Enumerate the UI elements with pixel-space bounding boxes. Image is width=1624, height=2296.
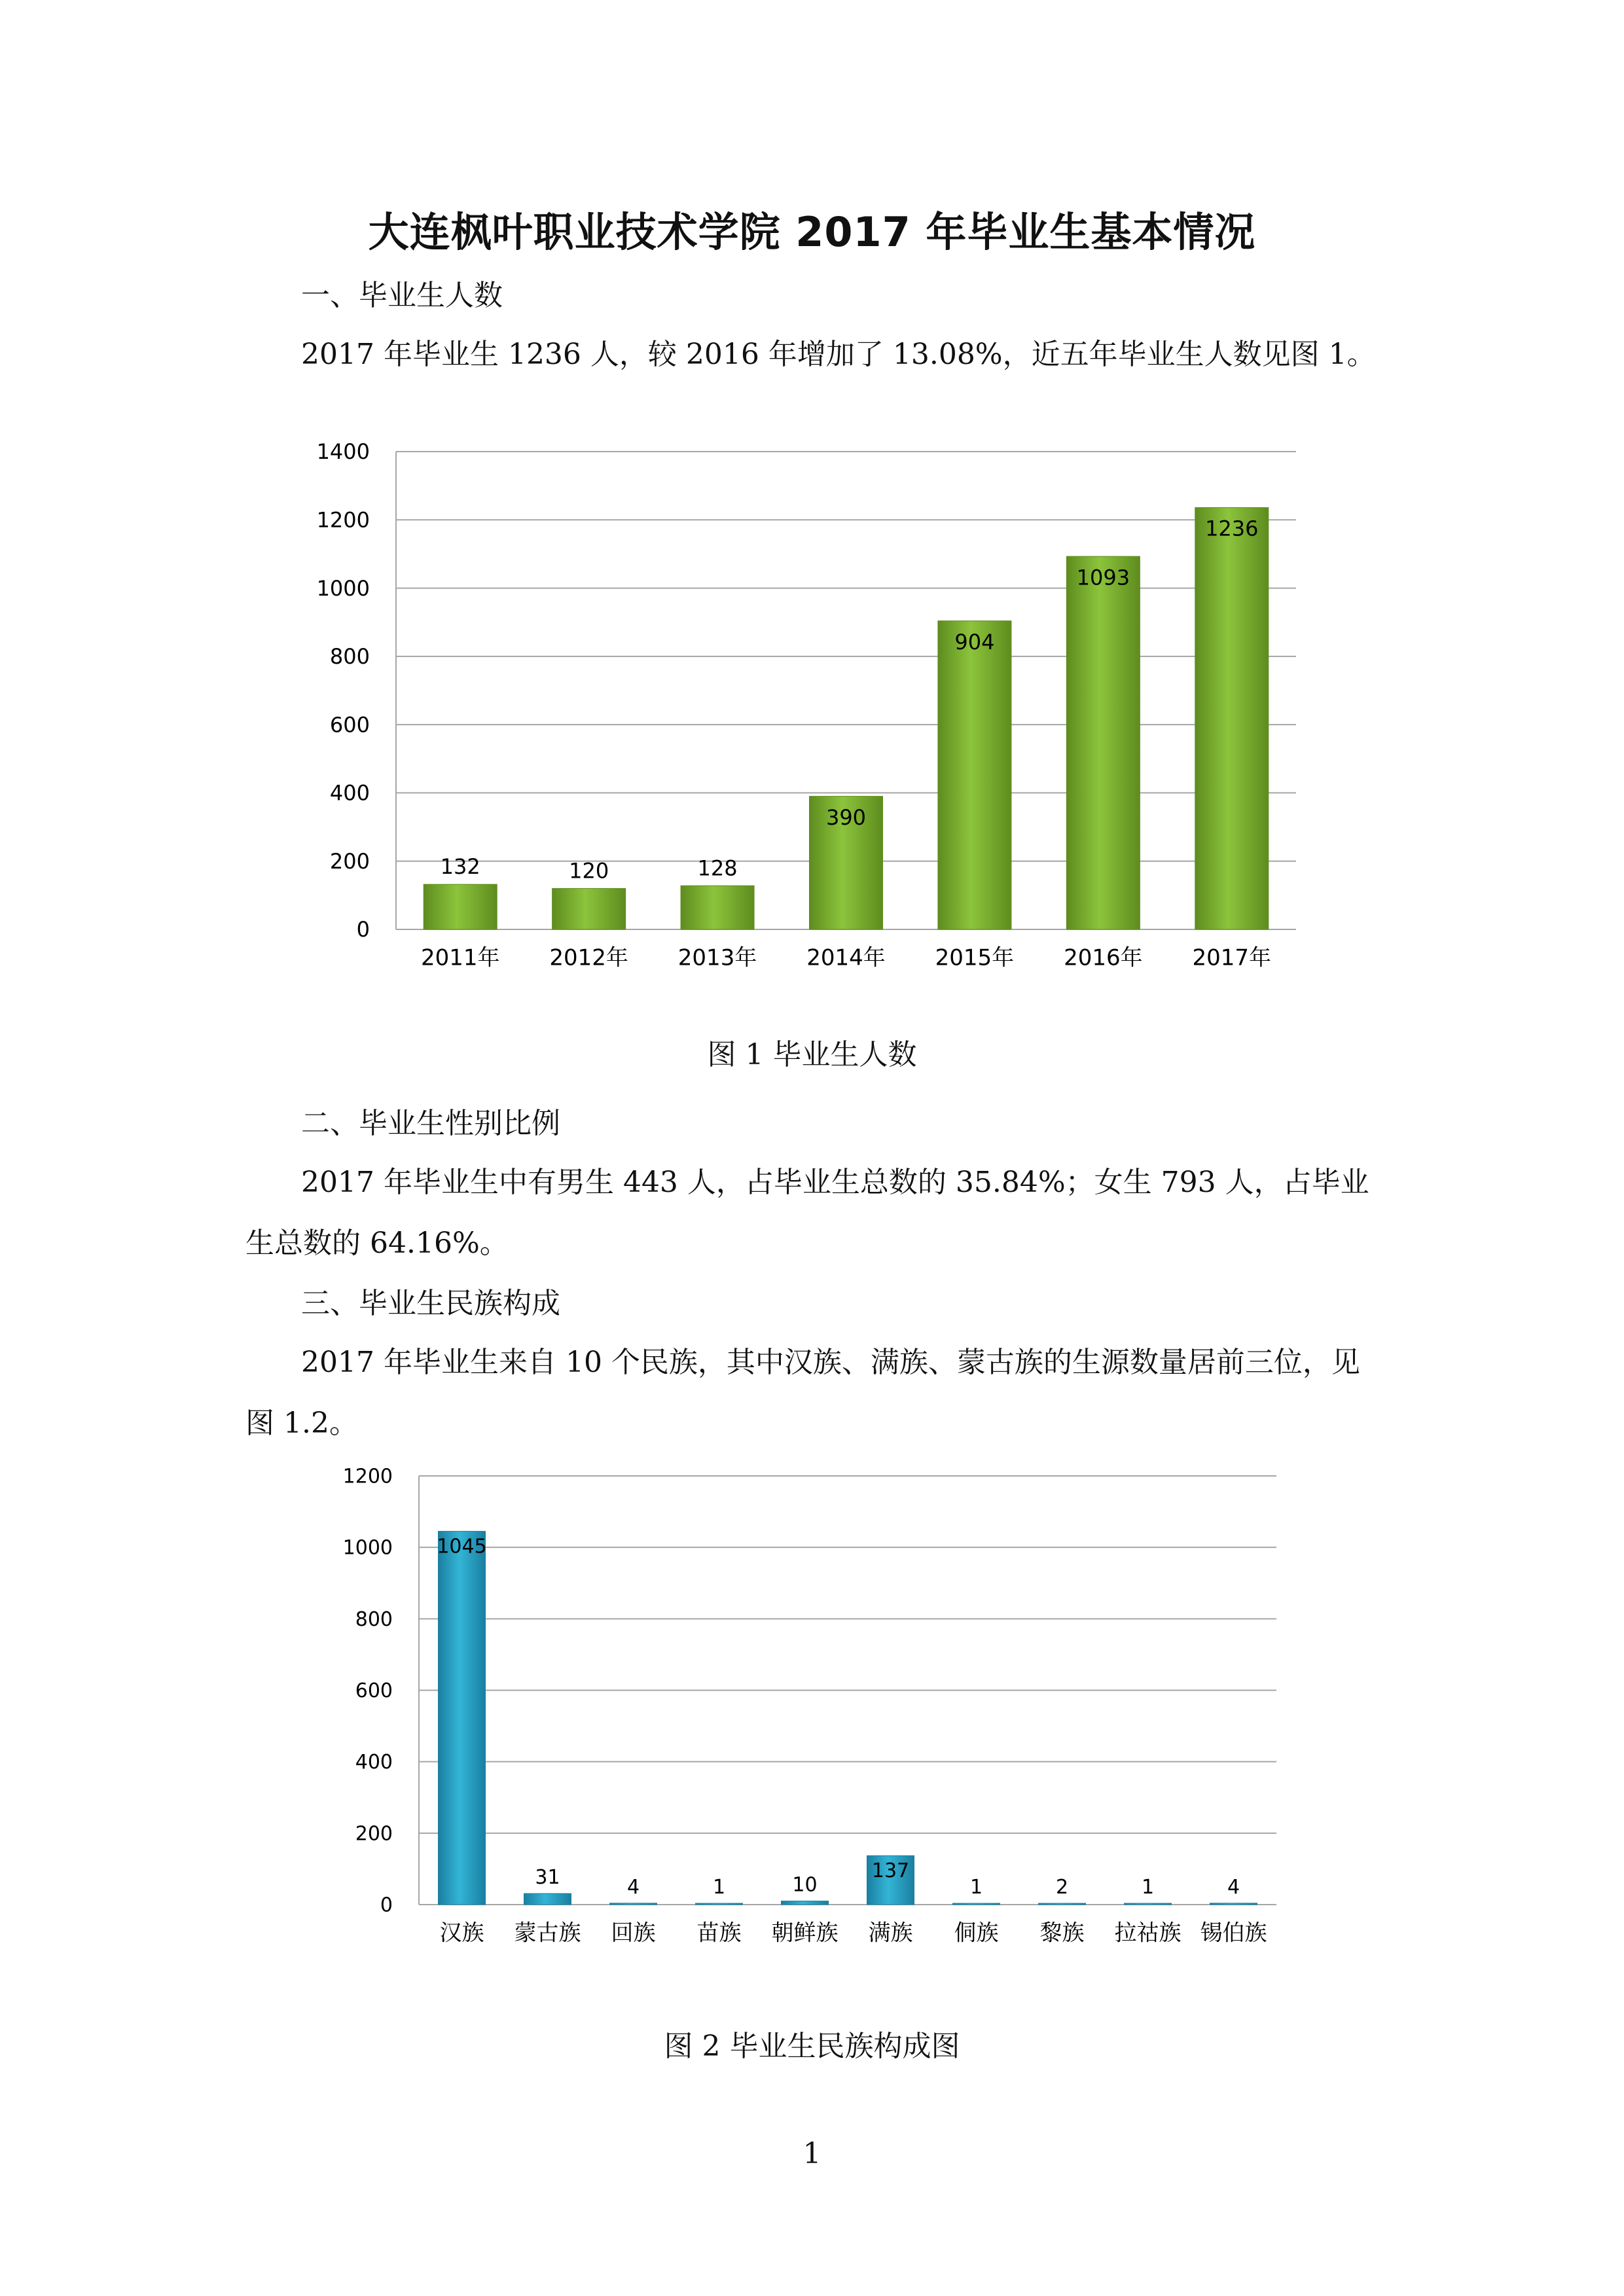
bar: [1210, 1903, 1257, 1905]
bar: [782, 1901, 829, 1905]
figure-caption-2: 图 2 毕业生民族构成图: [664, 2030, 960, 2063]
bar: [424, 884, 497, 929]
graduates-count-chart: [275, 432, 1348, 1008]
y-tick-label: 400: [329, 780, 370, 806]
section-paragraph-3: 2017 年毕业生来自 10 个民族，其中汉族、满族、蒙古族的生源数量居前三位，见图 1.2。: [245, 1346, 1360, 1440]
y-tick-label: 200: [329, 848, 370, 874]
data-label: 1236: [1205, 516, 1259, 541]
category-label: 黎族: [1039, 1920, 1085, 1946]
category-label: 2014年: [806, 944, 886, 971]
data-label: 31: [535, 1866, 560, 1890]
bar: [524, 1893, 571, 1905]
bar: [1195, 508, 1269, 929]
category-label: 2013年: [677, 944, 757, 971]
data-label: 1: [969, 1876, 983, 1899]
data-label: 4: [626, 1875, 640, 1899]
figure-caption-1: 图 1 毕业生人数: [707, 1038, 917, 1071]
y-tick-label: 600: [329, 712, 370, 738]
y-tick-label: 1400: [316, 439, 370, 465]
y-tick-label: 800: [355, 1607, 393, 1631]
section-paragraph-2: 2017 年毕业生中有男生 443 人，占毕业生总数的 35.84%；女生 793 人，占毕业生总数的 64.16%。: [245, 1166, 1369, 1260]
bar: [696, 1903, 743, 1905]
page-number: 1: [803, 2137, 821, 2170]
bar: [1066, 556, 1140, 929]
bar: [552, 888, 626, 929]
y-tick-label: 0: [356, 917, 370, 942]
data-label: 10: [792, 1873, 818, 1897]
data-label: 1093: [1076, 565, 1130, 590]
section-heading-3: 三、毕业生民族构成: [301, 1287, 560, 1320]
bar: [938, 621, 1011, 929]
category-label: 2016年: [1064, 944, 1143, 971]
data-label: 132: [440, 854, 480, 880]
category-label: 拉祜族: [1114, 1920, 1182, 1946]
y-tick-label: 800: [329, 644, 370, 670]
y-tick-label: 1000: [342, 1536, 393, 1560]
category-label: 满族: [868, 1920, 913, 1946]
ethnicity-chart: [327, 1446, 1309, 1964]
bar: [681, 886, 754, 929]
y-tick-label: 200: [355, 1822, 393, 1846]
bar: [610, 1903, 657, 1905]
page-title: 大连枫叶职业技术学院 2017 年毕业生基本情况: [368, 208, 1256, 256]
category-label: 蒙古族: [514, 1920, 581, 1946]
data-label: 1: [712, 1876, 726, 1899]
y-tick-label: 0: [380, 1893, 393, 1917]
data-label: 1045: [437, 1535, 487, 1558]
bar: [1125, 1903, 1172, 1905]
y-tick-label: 600: [355, 1679, 393, 1702]
category-label: 锡伯族: [1200, 1920, 1267, 1946]
category-label: 2015年: [935, 944, 1015, 971]
category-label: 汉族: [439, 1920, 484, 1946]
data-label: 4: [1227, 1875, 1240, 1899]
category-label: 2017年: [1192, 944, 1272, 971]
category-label: 朝鲜族: [771, 1920, 839, 1946]
y-tick-label: 1200: [316, 507, 370, 533]
section-paragraph-1: 2017 年毕业生 1236 人，较 2016 年增加了 13.08%，近五年毕业生人数见图 1。: [301, 338, 1376, 371]
category-label: 苗族: [696, 1920, 742, 1946]
category-label: 侗族: [954, 1920, 999, 1946]
data-label: 904: [954, 629, 995, 655]
category-label: 回族: [611, 1920, 656, 1946]
y-tick-label: 1200: [342, 1465, 393, 1488]
category-label: 2012年: [549, 944, 628, 971]
data-label: 120: [569, 858, 609, 884]
section-heading-2: 二、毕业生性别比例: [301, 1107, 560, 1140]
bar: [953, 1903, 1000, 1905]
section-heading-1: 一、毕业生人数: [301, 279, 503, 312]
category-label: 2011年: [420, 944, 500, 971]
data-label: 1: [1141, 1876, 1155, 1899]
bar: [439, 1532, 486, 1905]
data-label: 128: [697, 855, 738, 881]
data-label: 390: [825, 804, 867, 830]
bar: [1039, 1903, 1086, 1905]
y-tick-label: 1000: [316, 575, 370, 601]
data-label: 137: [871, 1859, 910, 1883]
y-tick-label: 400: [355, 1751, 393, 1774]
data-label: 2: [1055, 1876, 1069, 1899]
